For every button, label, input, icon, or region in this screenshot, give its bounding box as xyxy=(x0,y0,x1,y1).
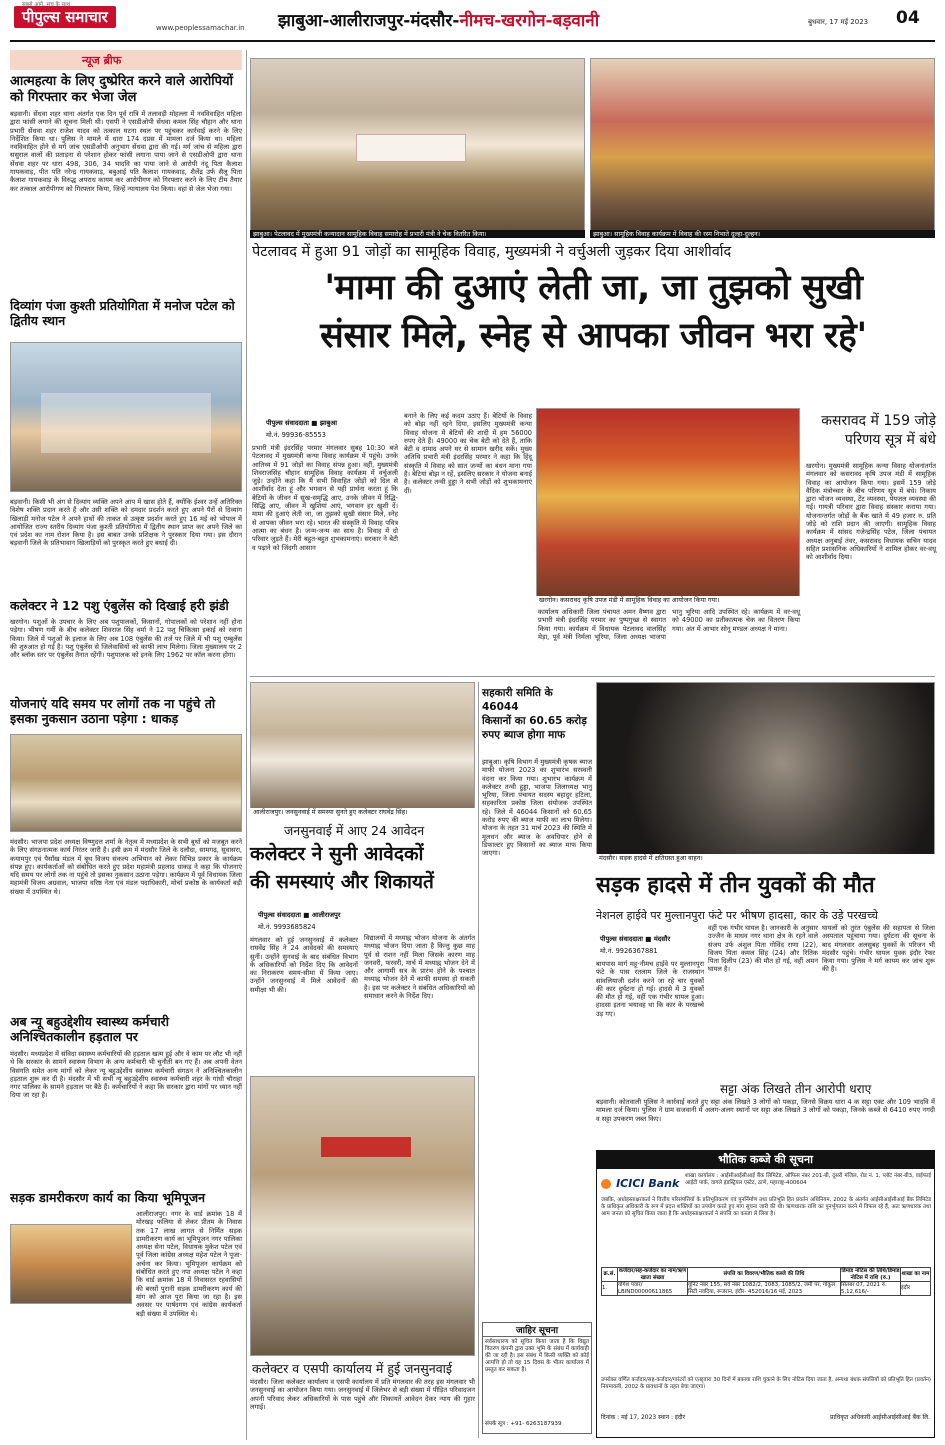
hearing-headline: कलेक्टर ने सुनी आवेदकों की समस्याएं और शिकायतें xyxy=(250,843,434,893)
notice-footer: संपर्क सूत्र : +91- 6263187939 xyxy=(485,1421,562,1427)
logo: पीपुल्स समाचार xyxy=(14,6,116,28)
brief-headline: अब न्यू बहुउद्देशीय स्वास्थ्य कर्मचारी अनिश्चितकालीन हड़ताल पर xyxy=(10,1014,170,1044)
bank-signatory: प्राधिकृत अधिकारी आईसीआईसीआई बैंक लि. xyxy=(830,1414,930,1421)
brief-label: न्यूज ब्रीफ xyxy=(10,50,242,70)
brief-text: बड़वानी। किसी भी अंग से दिव्यांग व्यक्ति अपने आप में खास होते हैं, क्योंकि ईश्वर उन्हें अतिरिक्त विशेष शक्ति प्रदान करते हैं और उसी शक्ति को दमदार प्रदर्शन करते हुए अपने पैरों से दिव्यांग खिलाड़ी मनोज पटेल ने अपने हाथों की ताकत से उत्कृष्ट प्रदर्शन करते हुए 16 मई को भोपाल में आयोजित राज्य स्तरीय दिव्यांग पंजा कुश्ती प्रतियोगिता में द्वितीय स्थान प्राप्त कर अपने जिले का एवं प्रदेश का नाम रोशन किया है। इस बाबत उनके प्रशिक्षक ने पुरस्कार दिया गया। इस दौरान बड़वानी जिले के प्रतिभावान खिलाड़ियों को पुरस्कृत करते हुए बधाई दी। xyxy=(10,498,242,548)
bhoomipujan-photo xyxy=(10,1224,132,1304)
brief-text: मंदसौर। मध्यप्रदेश में संविदा स्वास्थ्य कर्मचारियों की हड़ताल खत्म हुई और वे काम पर लौट भी नहीं थे कि सरकार के सामने स्वास्थ्य विभाग के अन्य कर्मचारी भी चुनौती बन गए हैं। अब अपनी वेतन विसंगति समेत अन्य मांगों को लेकर न्यू बहुउद्देशीय स्वास्थ्य कर्मचारी संगठन ने अनिश्चितकालीन हड़ताल शुरू कर दी है। मंदसौर में भी सभी न्यू बहुउद्देशीय स्वास्थ्य कर्मचारी शहर के गांधी चौराहा नगर पालिका के सामने हड़ताल पर बैठे हैं। कर्मचारियों ने कहा कि सरकार द्वारा मांगों पर ध्यान नहीं दिया जा रहा है। xyxy=(10,1050,242,1100)
brief-headline: सड़क डामरीकरण कार्य का किया भूमिपूजन xyxy=(10,1190,206,1205)
hearing-mobile: मो.नं. 9993685824 xyxy=(258,923,316,931)
kasrawad-photo xyxy=(536,408,800,604)
edition-title: झाबुआ-आलीराजपुर-मंदसौर-नीमच-खरगोन-बड़वानी xyxy=(278,11,600,31)
accident-col2: वहीं एक गंभीर घायल है। जानकारी के अनुसार उज्जैन के माधव नगर थाना क्षेत्र के रहने वाले संजय उर्फ अंशुल पिता गोविंद राणा (22), विजय पिता कमल सिंह (24) और रितिक पिता दिलीप (23) की मौत हो गई, वहीं अमन घायल है। xyxy=(708,924,818,974)
bank-table xyxy=(601,1267,931,1296)
bank-logo-icon xyxy=(601,1179,611,1189)
bank-notice xyxy=(596,1150,935,1438)
photo-caption: खरगोन। कसरावद कृषि उपज मंडी में सामूहिक विवाह का आयोजन किया गया। xyxy=(536,596,800,604)
accident-photo xyxy=(596,682,935,862)
notice-text: सर्वसाधारण को सूचित किया जाता है कि विद्युत वितरण कंपनी द्वारा उक्त भूमि के संबंध में कार्यवाही की जा रही है। इस संबंध में किसी व्यक्ति को कोई आपत्ति हो तो वह 15 दिवस के भीतर कार्यालय में प्रस्तुत कर सकता है। xyxy=(485,1339,589,1373)
hearing-col1: मंगलवार को हुई जनसुनवाई में कलेक्टर राघवेंद्र सिंह ने 24 आवेदकों की समस्याएं सुनीं। उन्होंने सुनवाई के बाद संबंधित विभाग के अधिकारियों को निर्देश दिए कि आवेदनों का निराकरण समय-सीमा में किया जाए। उन्होंने जनसुनवाई में मिले आवेदनों की समीक्षा भी की। xyxy=(250,936,358,994)
accident-mobile: मो.नं. 9926367881 xyxy=(600,947,658,955)
cooperative-headline: सहकारी समिति के 46044 किसानों का 60.65 करोड़ रुपए ब्याज होगा माफ xyxy=(482,687,587,741)
kasrawad-text: खरगोन। मुख्यमंत्री सामूहिक कन्या विवाह योजनांतर्गत मंगलवार को कसरावद कृषि उपज मंडी में सामूहिक विवाह का आयोजन किया गया। इसमें 159 जोड़े वैदिक मंत्रोच्चार के बीच परिणय सूत्र में बंधे। निकाय द्वारा भोजन व्यवस्था, टेंट व्यवस्था, पेयजल व्यवस्था की गई। गायत्री परिवार द्वारा विवाह संस्कार कराया गया। योजनान्तर्गत जोड़ों के बैंक खाते में 49 हजार रु. प्रति जोड़े को राशि प्रदान की जाएगी। सामूहिक विवाह कार्यक्रम में सांसद गजेन्द्रसिंह पटेल, जिला पंचायत अध्यक्ष अनुबाई तंवर, कसरावद विधायक सचिन यादव सहित प्रशासनिक अधिकारियों ने शामिल होकर वर-वधू को आशीर्वाद दिया। xyxy=(806,462,936,562)
brief-headline: योजनाएं यदि समय पर लोगों तक ना पहुंचे तो इसका नुकसान उठाना पड़ेगा : धाकड़ xyxy=(10,696,216,726)
accident-headline: सड़क हादसे में तीन युवकों की मौत xyxy=(596,873,875,898)
brief-headline: दिव्यांग पंजा कुश्ती प्रतियोगिता में मनोज पटेल को द्वितीय स्थान xyxy=(10,298,235,328)
site-url: www.peoplessamachar.in xyxy=(156,24,245,32)
photo-caption: मंदसौर। सड़क हादसे में क्षतिग्रस्त हुआ वाहन। xyxy=(596,854,935,862)
main-byline: पीपुल्स संवाददाता ■ झाबुआ xyxy=(266,419,338,427)
hearing-byline: पीपुल्स संवाददाता ■ आलीराजपुर xyxy=(258,911,341,919)
tagline: सबसे आगे, सच के साथ xyxy=(22,2,71,8)
page-number: 04 xyxy=(896,8,920,28)
main-kicker: पेटलावद में हुआ 91 जोड़ों का सामूहिक विवाह, मुख्यमंत्री ने वर्चुअली जुड़कर दिया आशीर्वाद xyxy=(252,244,732,260)
accident-subhead: नेशनल हाईवे पर मुल्तानपुरा फंटे पर भीषण हादसा, कार के उड़े परखच्चे xyxy=(596,909,878,922)
main-col3: कार्यालय अधिकारी जिला पंचायत अमन वैष्णव द्वारा प्रभारी मंत्री इंदरसिंह परमार का पुष्पगुच्छ से स्वागत किया गया। कार्यक्रम में विधायक पेटलावद वालसिंह मेड़ा, पूर्व मंत्री निर्मला भूरिया, जिला अध्यक्ष भाजपा भानु भूरिया आदि उपस्थित रहे। कार्यक्रम में वर-वधू को 49000 का प्रतीकात्मक चेक का वितरण किया गया। अंत में आभार सोनू मण्डल अध्यक्ष ने माना। xyxy=(538,608,800,641)
photo-caption: आलीराजपुर। जनसुनवाई में समस्या सुनते हुए कलेक्टर राघवेंद्र सिंह। xyxy=(250,808,475,816)
brief-headline: आत्महत्या के लिए दुष्प्रेरित करने वाले आरोपियों को गिरफ्तार कर भेजा जेल xyxy=(10,74,233,105)
main-mobile: मो.नं. 99936-85553 xyxy=(266,431,326,439)
news-brief-column xyxy=(10,48,242,1438)
column-divider xyxy=(478,682,479,1438)
masthead xyxy=(0,0,945,44)
table-row: 1. योगेश पवार/ LBIND00000611865 यूनिट नंबर 155, सर्वे नंबर 1082/2, 1083, 1085/2, जमी पर, गोकुल सिटी नवदिया, रूजरान, इंदौर- 452016/16 मई, 2023 सितंबर 07, 2021 रु. 5,12,616/- इंदौर xyxy=(602,1282,931,1296)
satta-text: बड़वानी। कोतवाली पुलिस ने कार्रवाई करते हुए सट्टा अंक लिखते 3 लोगों को पकड़ा, जिनसे विक्रय धारा 4 क सट्टा एक्ट और 109 भादवि में मामला दर्ज किया। पुलिस ने ग्राम सजवानी में अलग-अलग स्थानों पर सट्टा अंक लिखते 3 लोगों को पकड़ा, जिनके कब्जे से 6410 रुपए नगदी व सट्टा उपकरण जब्त किए। xyxy=(596,1098,935,1123)
brief-text: मंदसौर। भाजपा प्रदेश अध्यक्ष विष्णुदत्त शर्मा के नेतृत्व में मध्यप्रदेश के सभी बूथों को मजबूत करने के लिए संगठनात्मक कार्य निरंतर जारी है। इसी क्रम में मंदसौर जिले के दलौदा, सामगढ़, सुवासरा, कयामपुर एवं पैसाँख मंडल में बूथ विजय संकल्प अभियान को लेकर विभिन्न प्रकार के कार्यक्रम संपन्न हुए। कार्यकर्ताओं को संबोधित करते हुए प्रदेश महामंत्री प्रहलाद धाकड़ ने कहा कि योजनाएं यदि समय पर लोगों तक ना पहुंचे तो इसका नुकसान उठाना पड़ेगा। कार्यक्रम में पूर्व विधायक जिला महामंत्री विजय अग्रवाल, भाजपा वरिष्ठ नेता एवं मंडल पदाधिकारी, मोर्चा प्रकोष्ठ के कार्यकर्ता बड़ी संख्या में उपस्थित थे। xyxy=(10,838,242,896)
accident-col3: घायलों को तुरंत एंबुलेंस की सहायता से जिला अस्पताल पहुंचाया गया। दुर्घटना की सूचना के बाद मंगलवार अलसुबह युवकों के परिजन भी मंदसौर पहुंचे। गंभीर घायल युवक इंदौर रेफर किया गया। पुलिस ने मर्ग कायम कर जांच शुरू की है। xyxy=(822,924,935,974)
issue-date: बुधवार, 17 मई 2023 xyxy=(808,18,869,26)
cooperative-text: झाबुआ। कृषि विभाग में मुख्यमंत्री कृषक ब्याज माफी योजना 2023 का शुभारंभ सरस्वती वंदना कर किया गया। शुभारंभ कार्यक्रम में कलेक्टर तन्वी हुड्डा, भाजपा जिलाध्यक्ष भानु भूरिया, जिला पंचायत सदस्य बहादुर हटिला, सहकारिता प्रकोष्ठ जिला संयोजक उपस्थित रहे। जिले में 46044 किसानों को 60.65 करोड़ रुपए की ब्याज माफी का लाभ मिलेगा। योजना के तहत 31 मार्च 2023 की स्थिति में मूलधन और ब्याज के अवधिपार होने से डिफाल्टर हुए किसानों का ब्याज माफ किया जाएगा। xyxy=(482,758,592,858)
bank-logo: ICICI Bank xyxy=(601,1173,681,1191)
cheque-photo xyxy=(250,58,585,238)
bank-branch: शाखा कार्यालय : आईसीआईसीआई बैंक लिमिटेड, ऑफिस नंबर 201-बी, दूसरी मंजिल, रोड नं. 1, प्लॉट नंबर-बी3, वाईफाई आईटी पार्क, वागले इंडस्ट्रियल एस्टेट, ठाणे, महाराष्ट्र-400604 xyxy=(685,1173,931,1186)
collector-office-photo xyxy=(250,1076,475,1356)
public-notice xyxy=(482,1322,592,1434)
collector-office-text: मंदसौर। जिला कलेक्टर कार्यालय व एसपी कार्यालय में प्रति मंगलवार की तरह इस मंगलवार भी जनसुनवाई का आयोजन किया गया। जनसुनवाई में जिलेभर से बड़ी संख्या में पीड़ित परिवादजन अपनी परिवाद लेकर अधिकारियों के पास पहुंचे और शिकायतें आवेदन देकर न्याय की गुहार लगाई। xyxy=(250,1378,475,1411)
collector-office-headline: कलेक्टर व एसपी कार्यालय में हुई जनसुनवाई xyxy=(252,1361,453,1376)
brief-text: आलीराजपुर। नगर के वार्ड क्रमांक 18 में मोरखड़ फलिया से लेकर प्रीतम के निवास तक 17 लाख लागत से निर्मित सड़क डामरीकरण कार्य का भूमिपूजन नगर पालिका अध्यक्ष सेना पटेल, विधायक मुकेश पटेल एवं पूर्व जिला कांग्रेस अध्यक्ष महेश पटेल ने पूजा-अर्चना कर किया। भूमिपूजन कार्यक्रम को संबोधित करते हुए नपा अध्यक्ष पटेल ने कहा कि वार्ड क्रमांक 18 में निवासरत रहवासियों की बरसों पुरानी सड़क डामरीकरण कार्य की मांग को आज पूरा किया जा रहा है। इस अवसर पर पार्षदगण एवं कांग्रेस कार्यकर्ता बड़ी संख्या में उपस्थित थे। xyxy=(136,1210,242,1318)
photo-caption: झाबुआ। सामूहिक विवाह कार्यक्रम में विवाह की रस्म निभाते दूल्हा-दुल्हन। xyxy=(590,230,935,238)
brief-text: खरगोन। पशुओं के उपचार के लिए अब पशुपालकों, किसानों, गोपालकों को परेशान नहीं होना पड़ेगा। भीषण गर्मी के बीच कलेक्टर शिवराज सिंह वर्मा ने 12 पशु चिकित्सा इकाई को रवाना किया। जिले में पशुओं के इलाज के लिए अब 108 एंबुलेंस की तर्ज पर जिले में भी पशु एम्बुलेंस की शुरुआत हो गई है। पशु एंबुलेंस से जिलेवासियों को काफी लाभ मिलेगा। जिला मुख्यालय पर 2 और ब्लॉक स्तर पर एंबुलेंस तैनात रहेंगी। पशुपालक को इनके लिए 1962 पर कॉल करना होगा। xyxy=(10,618,242,660)
brief-text: बड़वानी। सेंधवा शहर थाना अंतर्गत एक दिन पूर्व रात्रि में तलावड़ी मोहल्ला में नवविवाहित महिला द्वारा फांसी लगाने की सूचना मिली थी। एसपी ने एसडीओपी सेंधवा कमल सिंह चौहान और थाना प्रभारी सेंधवा शहर राजेश यादव को तत्काल घटना स्थल पर पहुंचकर कार्रवाई करने के लिए निर्देशित किया था। पुलिस ने मामले में धारा 174 दप्रस में मामला दर्ज किया था। महिला नवविवाहित होने से मर्ग जांच एसडीओपी अनुभाग सेंधवा द्वारा की गई। मर्ग जांच से महिला द्वारा ससुराल वालों की प्रताड़ना से परेशान होकर फांसी लगाना पाया जाने से एसडीओपी द्वारा थाना सेंधवा शहर पर धारा 498, 306, 34 भादवि का पाया जाने से आरोपी नंदू पिता कैलाश गायकवाड़, पीत पति नरेन्द्र गायकवाड़, बबुआई पति कैलाश गायकवाड़, शैलेंद्र उर्फ सैलू पिता कैलाश गायकवाड़ के विरुद्ध अपराध कायम कर आरोपीगण को गिरफ्तार करने के लिए टीम तैयार कर तत्काल आरोपीगण को गिरफ्तार किया, जिन्हें न्यायालय पेश किया। वहां से जेल भेजा गया। xyxy=(10,110,242,193)
satta-headline: सट्टा अंक लिखते तीन आरोपी धराए xyxy=(720,1082,872,1096)
table-header-row: क्र.सं. कर्जदार/सह-कर्जदार का नाम/ऋण खाता संख्या संपत्ति का विवरण/भौतिक कब्जे की तिथि डिमांड नोटिस की तिथि/डिमांड नोटिस में राशि (रु.) शाखा का नाम xyxy=(602,1268,931,1282)
kasrawad-headline: कसरावद में 159 जोड़े परिणय सूत्र में बंधे xyxy=(821,413,936,448)
accident-byline: पीपुल्स संवाददाता ■ मंदसौर xyxy=(600,935,671,943)
hearing-photo xyxy=(250,682,475,812)
notice-title: जाहिर सूचना xyxy=(483,1323,591,1337)
bank-body: जबकि, अधोहस्ताक्षरकर्ता ने वित्तीय परिसंपत्तियों के प्रतिभूतिकरण एवं पुनर्निर्माण तथा प्रतिभूति हित प्रवर्तन अधिनियम, 2002 के अंतर्गत आईसीआईसीआई बैंक लिमिटेड के प्राधिकृत अधिकारी के रूप में प्रदत्त शक्तियों का उपयोग करते हुए मांग सूचना जारी की थी। ऋणधारक राशि का पुनर्भुगतान करने में विफल रहे हैं, अतः ऋणधारक तथा आम जनता को सूचित किया जाता है कि अधोहस्ताक्षरकर्ता ने संपत्ति का कब्जा ले लिया है। xyxy=(601,1197,931,1217)
bank-date-place: दिनांक : मई 17, 2023 स्थान : इंदौर xyxy=(601,1414,686,1421)
masthead-rule xyxy=(10,40,935,42)
bank-footer: उपरोक्त वर्णित कर्जदार/सह-कर्जदार/गारंटरों को एतद्द्वारा 30 दिनों में बकाया राशि चुकाने के लिए नोटिस दिया जाता है, अन्यथा बंधक संपत्तियों को प्रतिभूति हित (प्रवर्तन) नियमावली, 2002 के प्रावधानों के तहत बेचा जाएगा। xyxy=(601,1377,931,1390)
photo-caption: झाबुआ। पेटलावद में मुख्यमंत्री कन्यादान सामूहिक विवाह समारोह में प्रभारी मंत्री ने चेक वितरित किया। xyxy=(250,230,585,238)
main-col2: बनाने के लिए कई कदम उठाए हैं। बेटियों के विवाह को बोझ नहीं रहने दिया, इसलिए मुख्यमंत्री कन्या विवाह योजना में बेटियों की शादी में हम 56000 रुपए देते हैं। 49000 का चेक बेटी को देते हैं, ताकि बेटी व दामाद अपने घर से सामान खरीद सकें। मुख्य अतिथि प्रभारी मंत्री इंदरसिंह परमार ने कहा कि हिंदू संस्कृति में विवाह को सात जन्मों का बंधन माना गया है। बेटियां बोझ न रहें, इसलिए सरकार ने योजना बनाई है। कलेक्टर तन्वी हुड्डा ने सभी जोड़ों को शुभकामनाएं दीं। xyxy=(404,412,532,495)
hearing-col2: विद्यालयों में मध्याह्न भोजन योजना के अंतर्गत मध्याह्न भोजन दिया जाता है किन्तु कुछ माह पूर्व से राशन नहीं मिला जिसके कारण माह जनवरी, फरवरी, मार्च में मध्याह्न भोजन देने में और आगामी सत्र के प्रारंभ होने के पश्चात मध्याह्न भोजन देने में काफी समस्या हो सकती है। इस पर कलेक्टर ने संबंधित अधिकारियों को समाधान करने के निर्देश दिए। xyxy=(364,934,475,1001)
bank-notice-header: भौतिक कब्जे की सूचना xyxy=(597,1151,934,1169)
accident-col1: बायपास मार्ग महू-नीमच हाईवे पर मुल्तानपुरा फंटे के पास रतलाम जिले के राजस्थान सांवलियाजी दर्शन करने जा रहे चार युवकों की कार दुर्घटना हो गई। हादसे में 3 युवकों की मौत हो गई, वहीं एक गंभीर घायल हुआ। हादसा इतना भयावह था कि कार के परखच्चे उड़ गए। xyxy=(596,960,704,1018)
section-rule xyxy=(250,676,935,677)
main-col1: प्रभारी मंत्री इंदरसिंह परमार मंगलवार सुबह 10:30 बजे पेटलावद में मुख्यमंत्री कन्या विवाह कार्यक्रम में पहुंचे। उनके आतिथ्य में 91 जोड़ों का विवाह संपन्न हुआ। वहीं, मुख्यमंत्री शिवराजसिंह चौहान सामूहिक विवाह कार्यक्रम में वर्चुअली जुड़े। उन्होंने कहा कि मैं सभी विवाहित जोड़ों को दिल से आशीर्वाद देता हूं और भगवान से यही प्रार्थना करता हूं कि बेटियों के जीवन में सुख-समृद्धि आए, उनके जीवन में रिद्धि-सिद्धि आए, जीवन में खुशियां आएं, भगवान हर खुशी दें। मामा की दुआएं लेती जा, जा तुझको सुखी संसार मिले, स्नेह से आपका जीवन भरा रहे। भारत की संस्कृति में विवाह पवित्र आत्मा का बंधन है। जन्म-जन्म का साथ है। विवाह में दो परिवार जुड़ते हैं। मेरी बहुत-बहुत शुभकामनाएं। सरकार ने बेटी व पढ़ाने को जिंदगी आसान xyxy=(252,444,398,552)
wedding-rituals-photo xyxy=(590,58,935,238)
brief-headline: कलेक्टर ने 12 पशु एंबुलेंस को दिखाई हरी झंडी xyxy=(10,598,229,613)
meeting-photo xyxy=(10,734,242,832)
brief-text-cont xyxy=(10,1310,242,1438)
hearing-kicker: जनसुनवाई में आए 24 आवेदन xyxy=(284,823,425,838)
main-headline: 'मामा की दुआएं लेती जा, जा तुझको सुखी संसार मिले, स्नेह से आपका जीवन भरा रहे' xyxy=(320,268,867,356)
column-divider xyxy=(246,50,247,1440)
wrestling-photo xyxy=(10,342,242,492)
